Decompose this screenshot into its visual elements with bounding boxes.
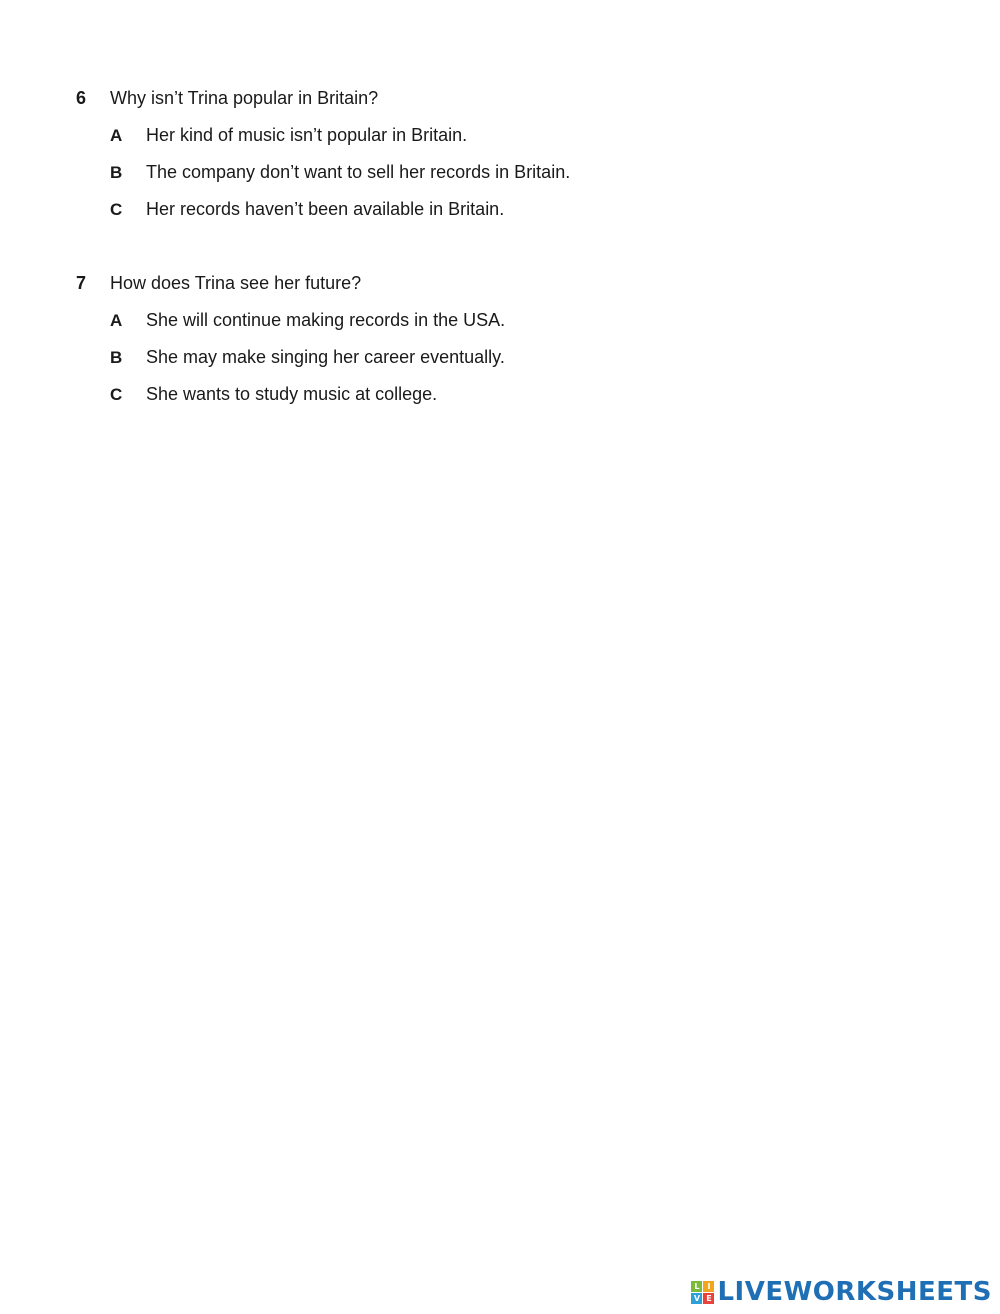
question-7 bbox=[76, 273, 956, 421]
question-text: Why isn’t Trina popular in Britain? bbox=[110, 88, 379, 108]
option-6c[interactable] bbox=[76, 199, 956, 236]
logo-tile-l: L bbox=[691, 1281, 702, 1292]
option-letter: C bbox=[110, 200, 123, 219]
logo-tile-v: V bbox=[691, 1293, 702, 1304]
option-letter: A bbox=[110, 126, 123, 145]
brand-wordmark: LIVEWORKSHEETS bbox=[717, 1277, 992, 1307]
option-text: She will continue making records in the USA. bbox=[146, 310, 506, 330]
option-6b[interactable] bbox=[76, 162, 956, 199]
question-header bbox=[76, 273, 956, 299]
option-text: The company don’t want to sell her records in Britain. bbox=[146, 162, 571, 182]
logo-tile-i: I bbox=[703, 1281, 714, 1292]
logo-tile-e: E bbox=[703, 1293, 714, 1304]
option-text: She may make singing her career eventually. bbox=[146, 347, 505, 367]
question-text: How does Trina see her future? bbox=[110, 273, 362, 293]
option-letter: B bbox=[110, 348, 123, 367]
question-number: 7 bbox=[76, 273, 87, 293]
answer-options bbox=[76, 310, 956, 421]
question-number: 6 bbox=[76, 88, 87, 108]
answer-options bbox=[76, 125, 956, 236]
option-letter: A bbox=[110, 311, 123, 330]
option-6a[interactable] bbox=[76, 125, 956, 162]
option-text: She wants to study music at college. bbox=[146, 384, 438, 404]
option-text: Her kind of music isn’t popular in Britain. bbox=[146, 125, 468, 145]
option-7c[interactable] bbox=[76, 384, 956, 421]
liveworksheets-logo bbox=[691, 1276, 992, 1308]
option-letter: C bbox=[110, 385, 123, 404]
question-header bbox=[76, 88, 956, 114]
option-7a[interactable] bbox=[76, 310, 956, 347]
option-text: Her records haven’t been available in Britain. bbox=[146, 199, 505, 219]
liveworksheets-icon bbox=[691, 1281, 714, 1304]
question-6 bbox=[76, 88, 956, 236]
option-letter: B bbox=[110, 163, 123, 182]
option-7b[interactable] bbox=[76, 347, 956, 384]
